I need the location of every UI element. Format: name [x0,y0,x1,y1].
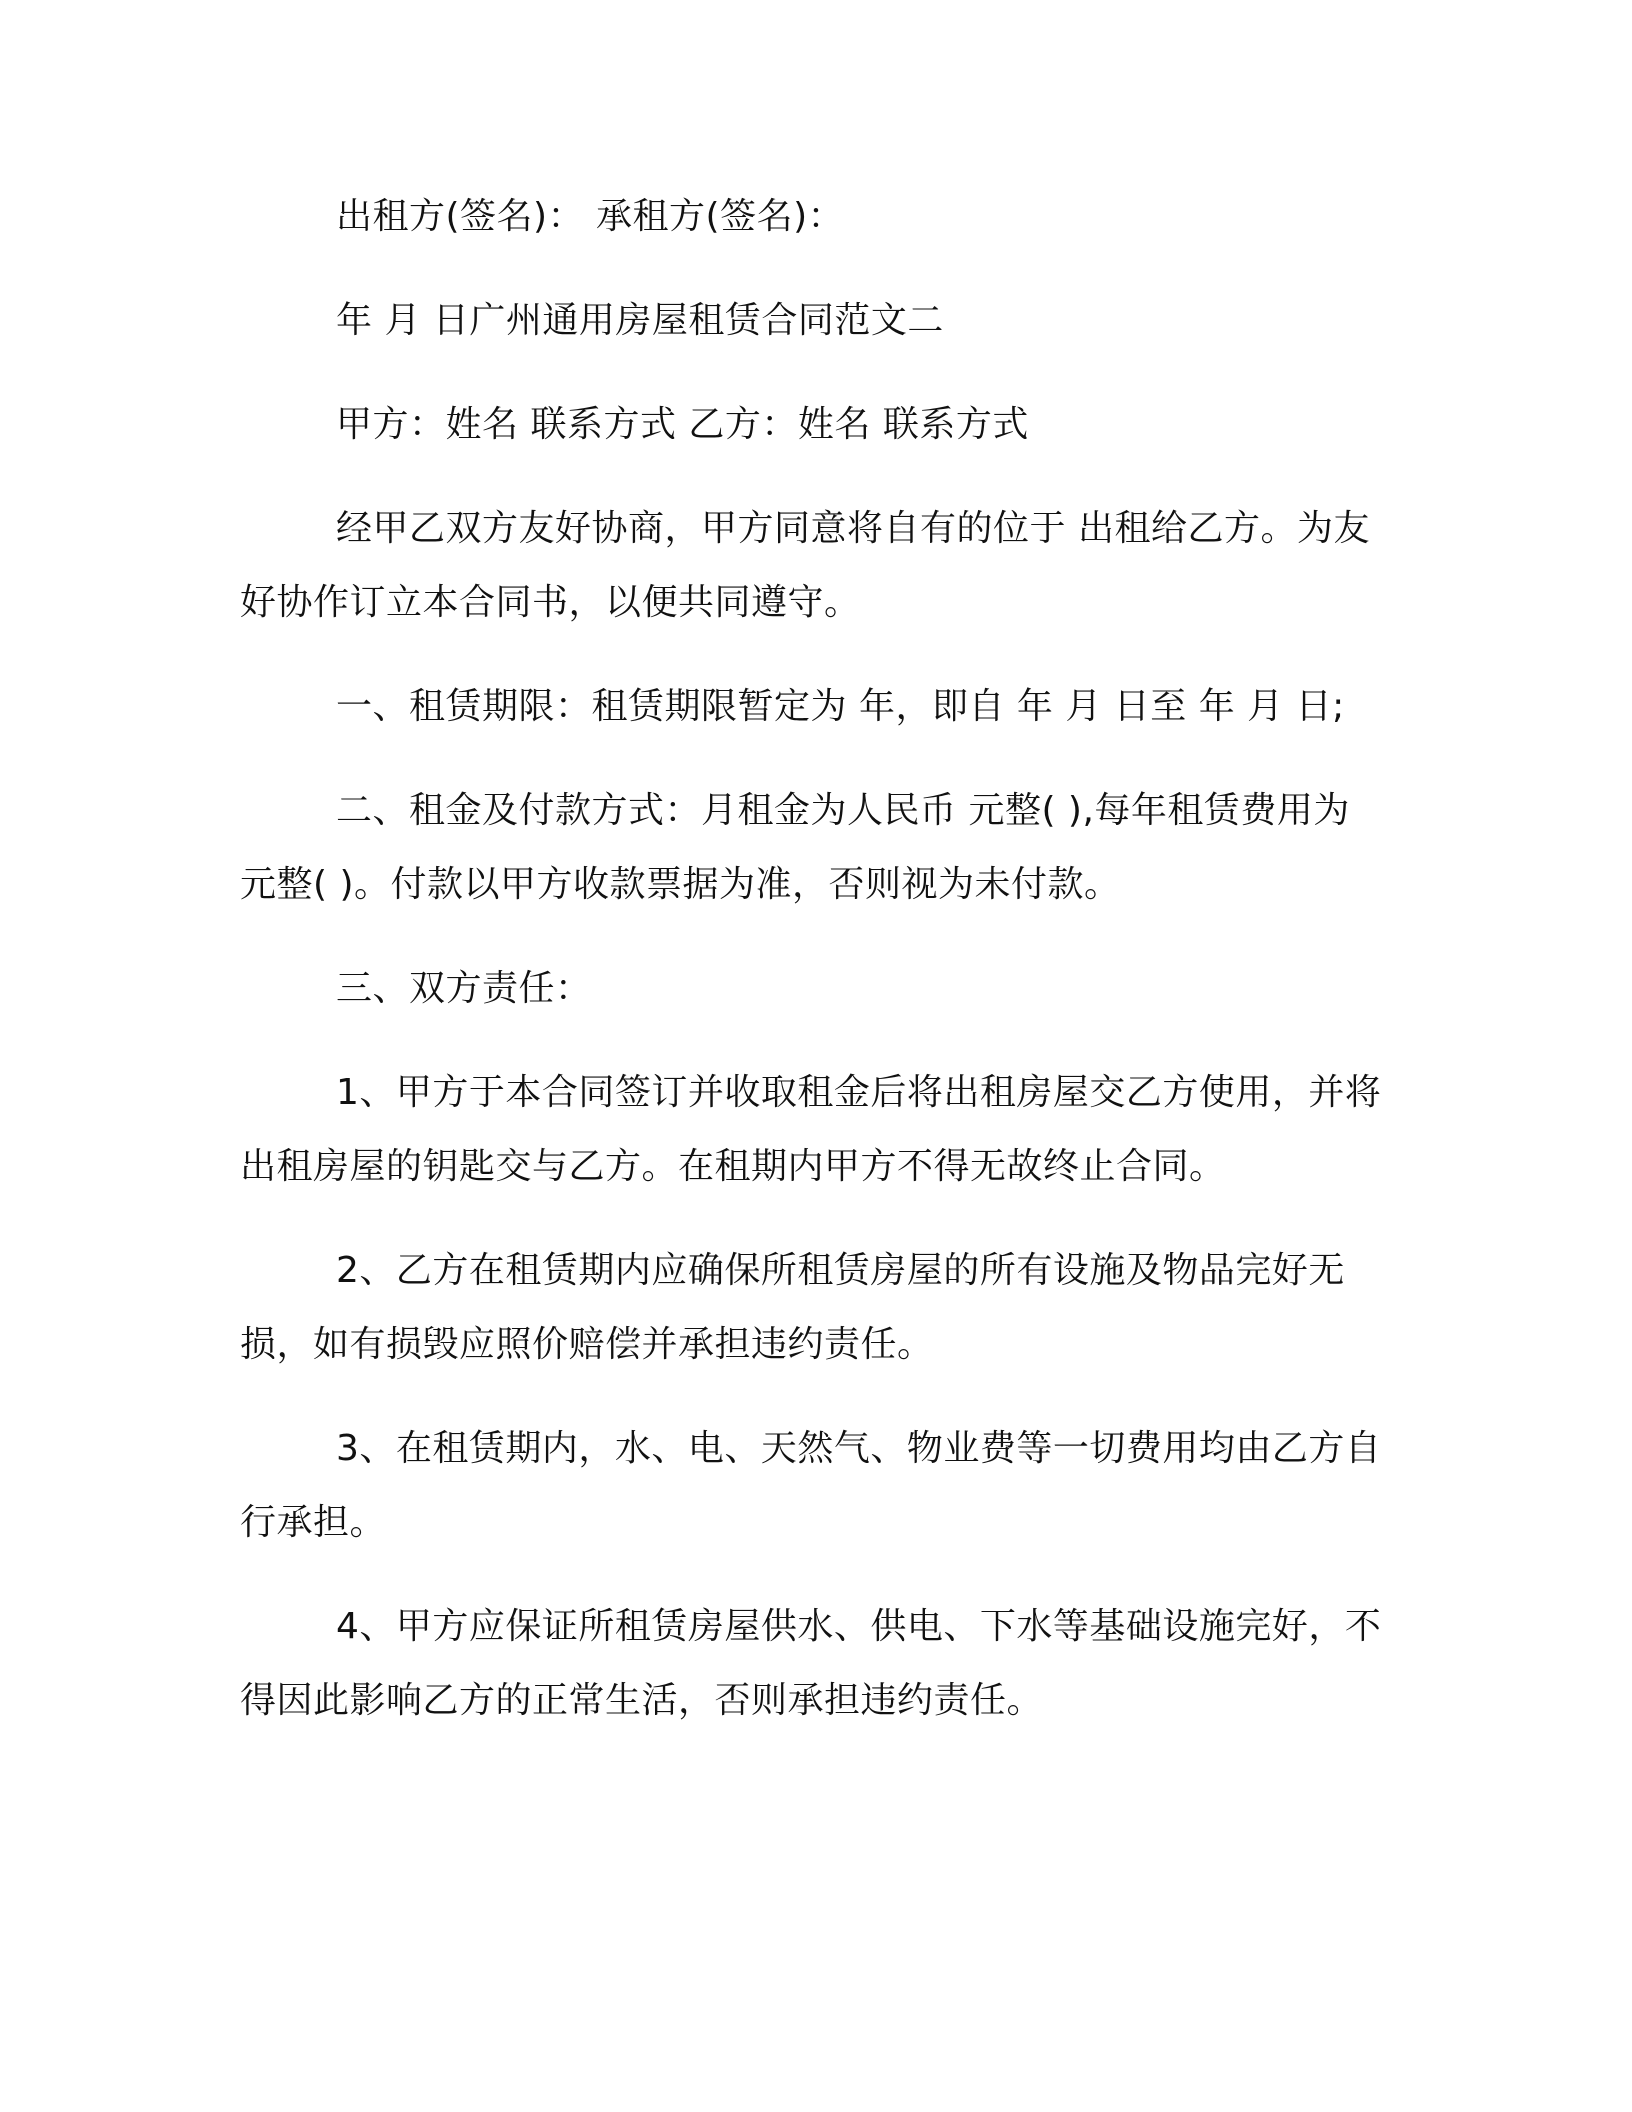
responsibility-item-2: 2、乙方在租赁期内应确保所租赁房屋的所有设施及物品完好无损，如有损毁应照价赔偿并承担违约责任。 [240,1250,1345,1365]
responsibility-item-3: 3、在租赁期内，水、电、天然气、物业费等一切费用均由乙方自行承担。 [240,1428,1382,1543]
preamble-paragraph: 经甲乙双方友好协商，甲方同意将自有的位于 出租给乙方。为友好协作订立本合同书，以便共同遵守。 [240,508,1370,623]
date-and-title-line: 年 月 日广州通用房屋租赁合同范文二 [336,300,944,341]
clause-rent-payment: 二、租金及付款方式：月租金为人民币 元整( ),每年租赁费用为 元整( )。付款以甲方收款票据为准，否则视为未付款。 [240,790,1350,905]
responsibility-item-1: 1、甲方于本合同签订并收取租金后将出租房屋交乙方使用，并将出租房屋的钥匙交与乙方。在租期内甲方不得无故终止合同。 [240,1072,1382,1187]
signature-line: 出租方(签名)： 承租方(签名)： [336,196,845,237]
document-body [240,180,1390,1768]
clause-lease-term: 一、租赁期限：租赁期限暂定为 年，即自 年 月 日至 年 月 日; [336,686,1345,727]
parties-line: 甲方：姓名 联系方式 乙方：姓名 联系方式 [336,404,1029,445]
clause-responsibilities-heading: 三、双方责任： [336,968,592,1009]
responsibility-item-4: 4、甲方应保证所租赁房屋供水、供电、下水等基础设施完好，不得因此影响乙方的正常生活，否则承担违约责任。 [240,1606,1382,1721]
